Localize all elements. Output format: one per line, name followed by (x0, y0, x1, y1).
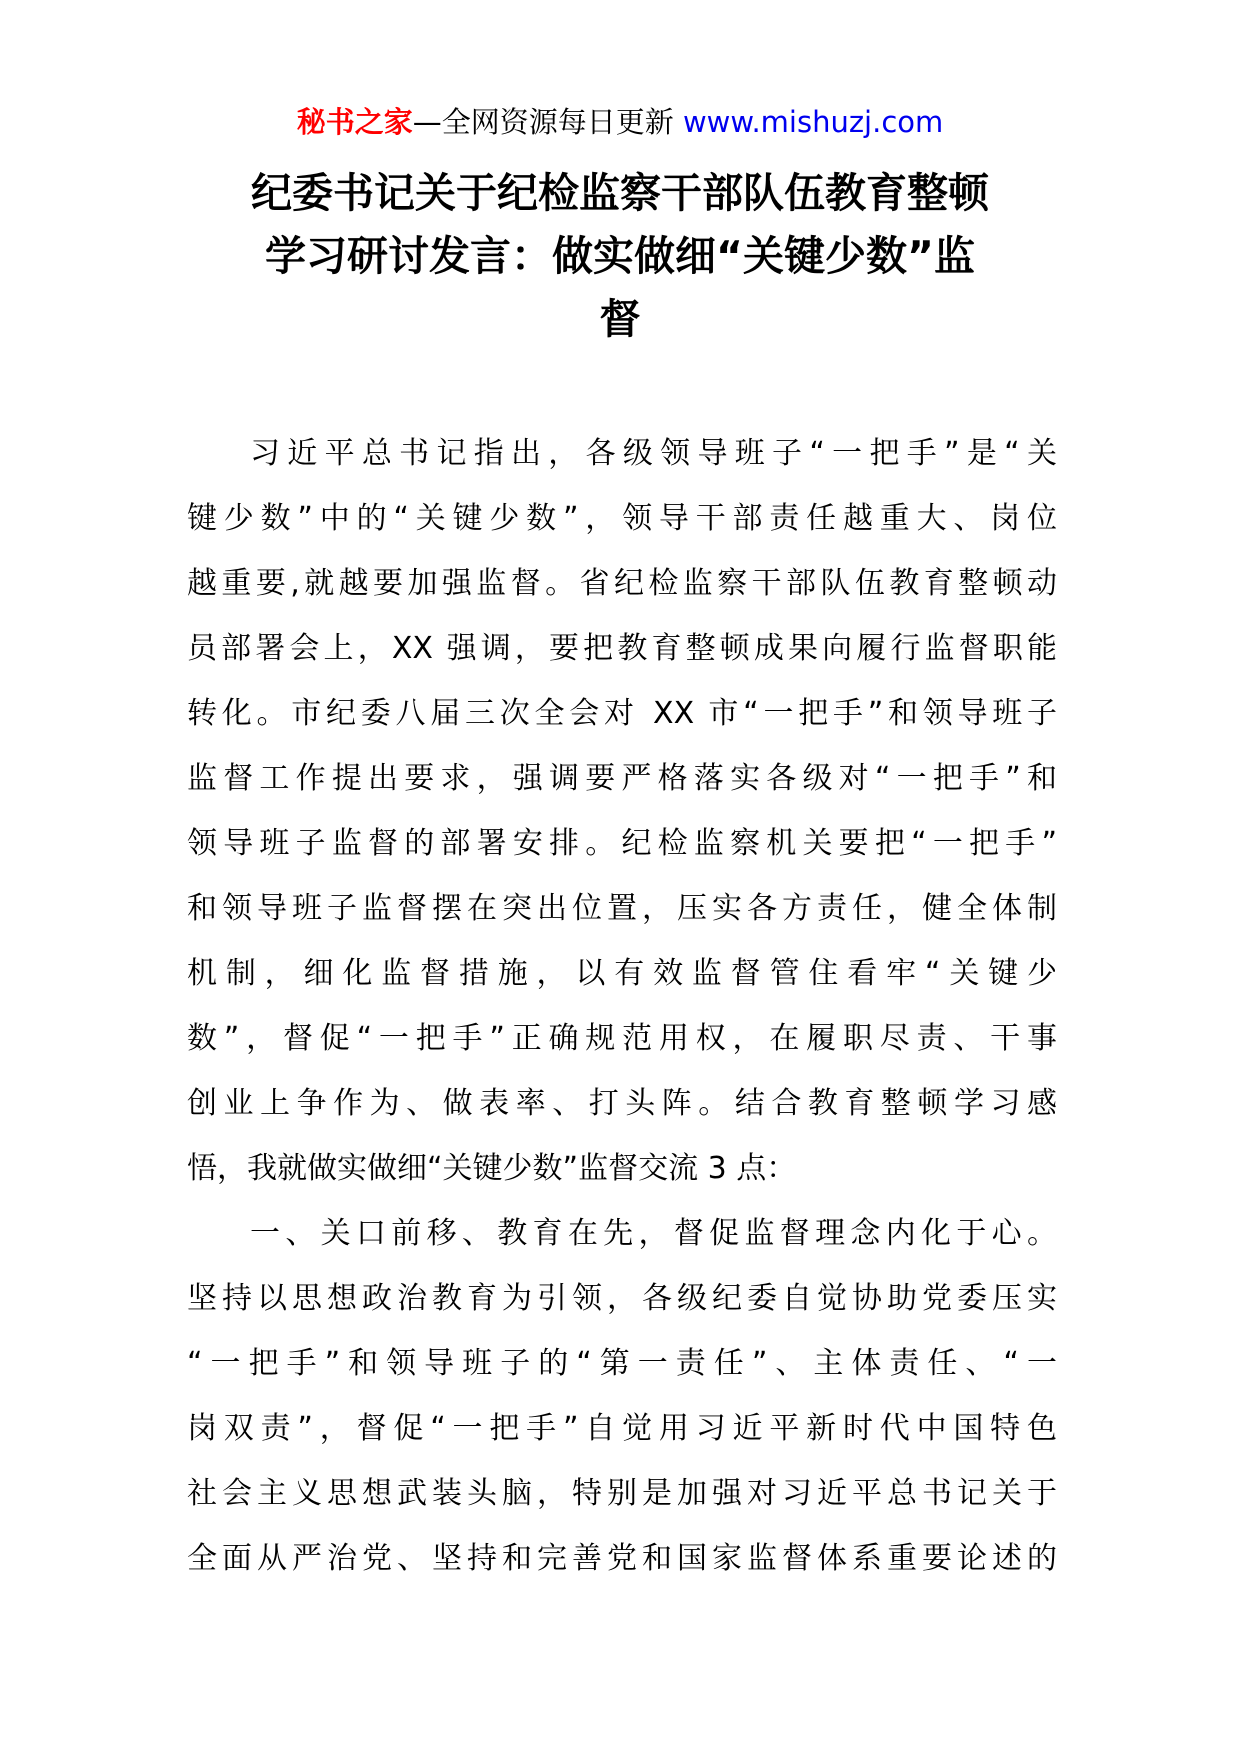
body-line: 转化。市纪委八届三次全会对 XX 市“一把手”和领导班子 (187, 696, 1057, 731)
site-banner (0, 102, 1240, 142)
body-line: “一把手”和领导班子的“第一责任”、主体责任、“一 (187, 1346, 1057, 1381)
body-line: 数”，督促“一把手”正确规范用权，在履职尽责、干事 (187, 1021, 1057, 1056)
body-line: 键少数”中的“关键少数”，领导干部责任越重大、岗位 (187, 501, 1057, 536)
title-line: 督 (599, 295, 641, 343)
title-line: 纪委书记关于纪检监察干部队伍教育整顿 (251, 169, 989, 217)
body-line: 监督工作提出要求，强调要严格落实各级对“一把手”和 (187, 761, 1057, 796)
body-line: 和领导班子监督摆在突出位置，压实各方责任，健全体制 (187, 891, 1057, 926)
site-url[interactable]: www.mishuzj.com (682, 105, 944, 139)
title-line: 学习研讨发言：做实做细“关键少数”监 (265, 232, 975, 280)
document-body (187, 421, 1057, 1591)
body-line: 越重要,就越要加强监督。省纪检监察干部队伍教育整顿动 (187, 566, 1057, 601)
body-line: 员部署会上，XX 强调，要把教育整顿成果向履行监督职能 (187, 631, 1057, 666)
body-line: 创业上争作为、做表率、打头阵。结合教育整顿学习感 (187, 1086, 1057, 1121)
site-brand: 秘书之家 (296, 105, 413, 139)
body-line: 全面从严治党、坚持和完善党和国家监督体系重要论述的 (187, 1541, 1057, 1576)
body-line: 悟，我就做实做细“关键少数”监督交流 3 点： (187, 1151, 797, 1186)
body-line: 领导班子监督的部署安排。纪检监察机关要把“一把手” (187, 826, 1057, 861)
body-line: 岗双责”，督促“一把手”自觉用习近平新时代中国特色 (187, 1411, 1057, 1446)
site-tagline: —全网资源每日更新 (412, 105, 683, 139)
body-line: 机制，细化监督措施，以有效监督管住看牢“关键少 (187, 956, 1057, 991)
body-line: 社会主义思想武装头脑，特别是加强对习近平总书记关于 (187, 1476, 1057, 1511)
document-title (150, 162, 1090, 351)
body-line: 习近平总书记指出，各级领导班子“一把手”是“关 (250, 436, 1057, 471)
body-line: 坚持以思想政治教育为引领，各级纪委自觉协助党委压实 (187, 1281, 1057, 1316)
section-heading-line: 一、关口前移、教育在先，督促监督理念内化于心。 (250, 1216, 1057, 1251)
